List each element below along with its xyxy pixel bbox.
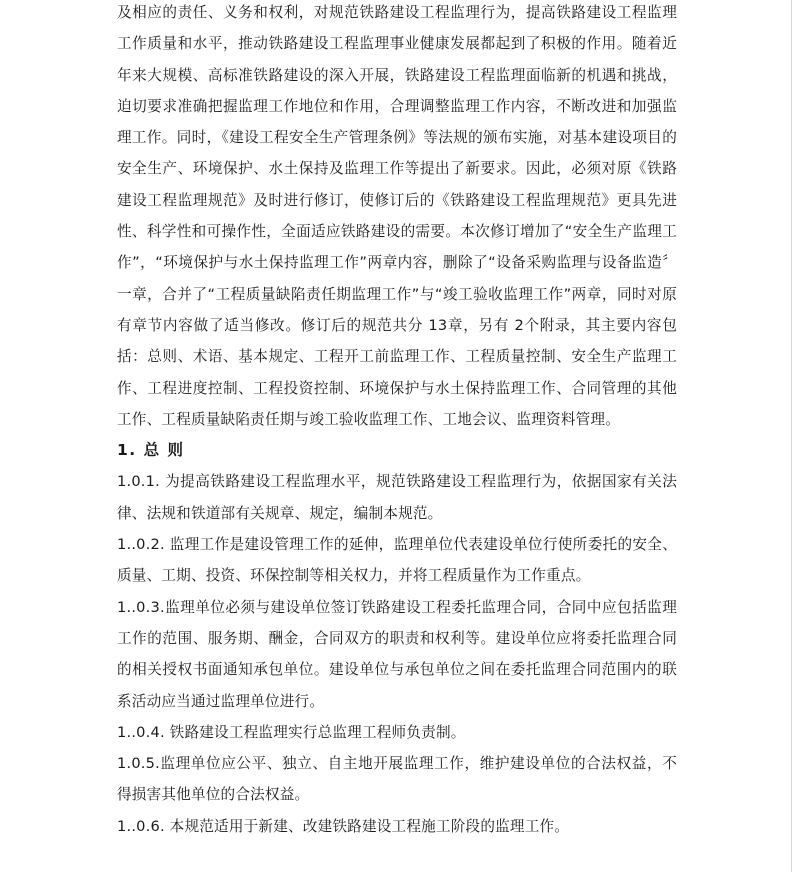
section-heading: 1. 总 则 xyxy=(117,441,185,460)
intro-paragraph: 及相应的责任、义务和权利，对规范铁路建设工程监理行为，提高铁路建设工程监理工作质量和水平，推动铁路建设工程监理事业健康发展都起到了积极的作用。随着近年来大规模、高标准铁路建设的深入开展，铁路建设工程监理面临新的机遇和挑战，迫切要求准确把握监理工作地位和作用，合理调整监理工作内容，不断改进和加强监理工作。同时，《建设工程安全生产管理条例》等法规的颁布实施，对基本建设项目的安全生产、环境保护、水土保持及监理工作等提出了新要求。因此，必须对原《铁路建设工程监理规范》及时进行修订，使修订后的《铁路建设工程监理规范》更具先进性、科学性和可操作性，全面适应铁路建设的需要。本次修订增加了“安全生产监理工作”，“环境保护与水土保持监理工作”两章内容，删除了“设备采购监理与设备监造〞一章，合并了“工程质量缺陷责任期监理工作”与“竣工验收监理工作”两章，同时对原有章节内容做了适当修改。修订后的规范共分 13章，另有 2个附录，其主要内容包括：总则、术语、基本规定、工程开工前监理工作、工程质量控制、安全生产监理工作、工程进度控制、工程投资控制、环境保护与水土保持监理工作、合同管理的其他工作、工程质量缺陷责任期与竣工验收监理工作、工地会议、监理资料管理。 xyxy=(117,4,677,428)
document-page xyxy=(117,0,677,842)
clause-1-0-4: 1..0.4. 铁路建设工程监理实行总监理工程师负责制。 xyxy=(117,723,466,741)
clause-1-0-1: 1.0.1. 为提高铁路建设工程监理水平，规范铁路建设工程监理行为，依据国家有关法律、法规和铁道部有关规章、规定，编制本规范。 xyxy=(117,473,677,522)
page-edge-rule xyxy=(791,0,792,872)
clause-1-0-3: 1..0.3.监理单位必须与建设单位签订铁路建设工程委托监理合同，合同中应包括监理工作的范围、服务期、酬金，合同双方的职责和权利等。建设单位应将委托监理合同的相关授权书面通知承包单位。建设单位与承包单位之间在委托监理合同范围内的联系活动应当通过监理单位进行。 xyxy=(117,598,677,710)
clause-1-0-2: 1..0.2. 监理工作是建设管理工作的延伸，监理单位代表建设单位行使所委托的安全、质量、工期、投资、环保控制等相关权力，并将工程质量作为工作重点。 xyxy=(117,536,677,585)
clause-1-0-5: 1.0.5.监理单位应公平、独立、自主地开展监理工作，维护建设单位的合法权益，不得损害其他单位的合法权益。 xyxy=(117,755,677,804)
clause-1-0-6: 1..0.6. 本规范适用于新建、改建铁路建设工程施工阶段的监理工作。 xyxy=(117,817,570,835)
